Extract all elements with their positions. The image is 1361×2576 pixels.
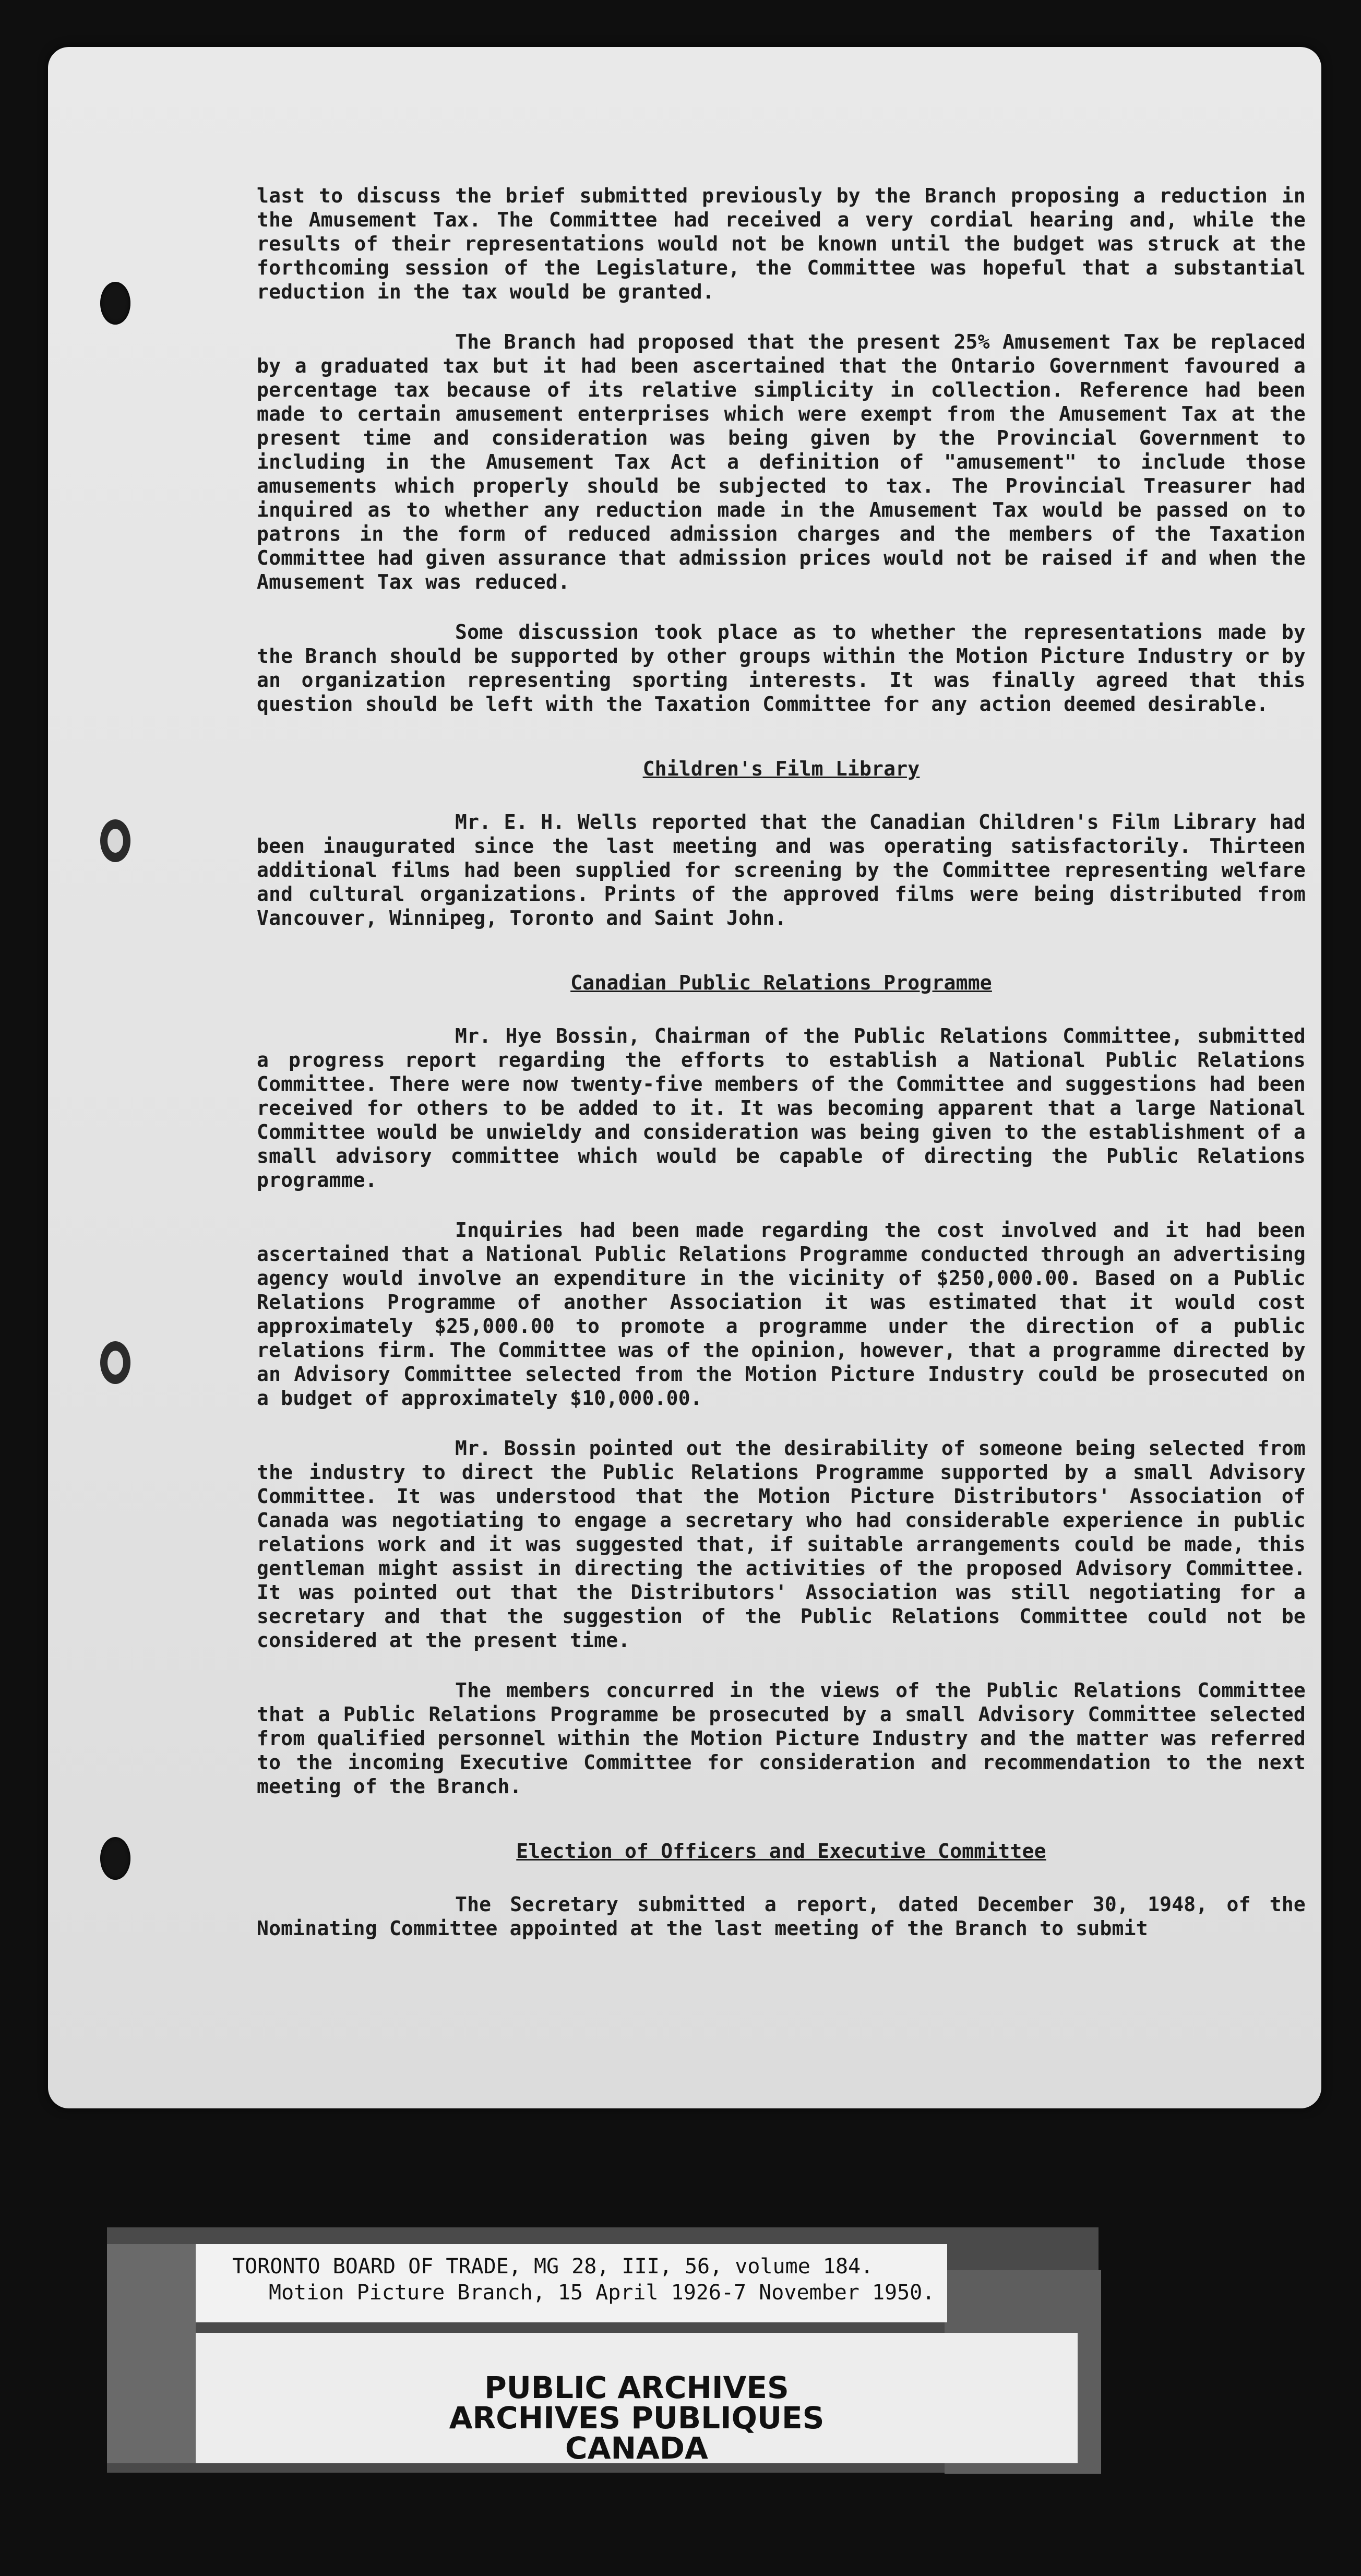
- archives-line: ARCHIVES PUBLIQUES: [449, 2400, 825, 2436]
- paragraph: The Branch had proposed that the present 25% Amusement Tax be replaced by a graduated tax but it had been ascertained that the Ontario Government favoured a percentage tax because of its relative simplicity in collection. Reference had been made to certain amusement enterprises which were exempt from the Amusement Tax at the present time and consideration was being given by the Provincial Government to including in the Amusement Tax Act a definition of "amusement" to include those amusements which properly should be subjected to tax. The Provincial Treasurer had inquired as to whether any reduction made in the Amusement Tax would be passed on to patrons in the form of reduced admission charges and the members of the Taxation Committee had given assurance that admission prices would not be raised if and when the Amusement Tax was reduced.: [257, 330, 1306, 593]
- reference-line: Motion Picture Branch, 15 April 1926-7 November 1950.: [269, 2281, 935, 2305]
- archives-line: PUBLIC ARCHIVES: [484, 2370, 789, 2405]
- reference-line: TORONTO BOARD OF TRADE, MG 28, III, 56, volume 184.: [232, 2255, 874, 2279]
- binder-hole-icon: [100, 1837, 130, 1880]
- archives-stamp: [196, 2333, 1078, 2466]
- paragraph: Some discussion took place as to whether the representations made by the Branch should be supported by other groups within the Motion Picture Industry or by an organization representing sporting interests. It was finally agreed that this question should be left with the Taxation Committee for any action deemed desirable.: [257, 621, 1306, 715]
- paragraph: last to discuss the brief submitted previously by the Branch proposing a reduction in the Amusement Tax. The Committee had received a very cordial hearing and, while the results of their representations would not be known until the budget was struck at the forthcoming session of the Legislature, the Committee was hopeful that a substantial reduction in the tax would be granted.: [257, 184, 1306, 303]
- section-heading: Election of Officers and Executive Committee: [516, 1840, 1046, 1863]
- document-body: [257, 184, 1306, 1966]
- paragraph: The members concurred in the views of the Public Relations Committee that a Public Relations Programme be prosecuted by a small Advisory Committee selected from qualified personnel within the Motion Picture Industry and the matter was referred to the incoming Executive Committee for consideration and recommendation to the next meeting of the Branch.: [257, 1679, 1306, 1798]
- paragraph: Inquiries had been made regarding the cost involved and it had been ascertained that a National Public Relations Programme conducted through an advertising agency would involve an expenditure in the vicinity of $250,000.00. Based on a Public Relations Programme of another Association it was estimated that it would cost approximately $25,000.00 to promote a programme under the direction of a public relations firm. The Committee was of the opinion, however, that a programme directed by an Advisory Committee selected from the Motion Picture Industry could be prosecuted on a budget of approximately $10,000.00.: [257, 1219, 1306, 1410]
- paragraph: Mr. Bossin pointed out the desirability of someone being selected from the industry to direct the Public Relations Programme supported by a small Advisory Committee. It was understood that the Motion Picture Distributors' Association of Canada was negotiating to engage a secretary who had considerable experience in public relations work and it was suggested that, if suitable arrangements could be made, this gentleman might assist in directing the activities of the proposed Advisory Committee. It was pointed out that the Distributors' Association was still negotiating for a secretary and that the suggestion of the Public Relations Committee could not be considered at the present time.: [257, 1437, 1306, 1652]
- binder-hole-icon: [100, 1341, 130, 1384]
- caption-shadow: [107, 2244, 196, 2463]
- paragraph: Mr. Hye Bossin, Chairman of the Public Relations Committee, submitted a progress report regarding the efforts to establish a National Public Relations Committee. There were now twenty-five members of the Committee and suggestions had been received for others to be added to it. It was becoming apparent that a large National Committee would be unwieldy and consideration was being given to the establishment of a small advisory committee which would be capable of directing the Public Relations programme.: [257, 1024, 1306, 1191]
- reference-label: [196, 2244, 947, 2322]
- paragraph: Mr. E. H. Wells reported that the Canadian Children's Film Library had been inaugurated since the last meeting and was operating satisfactorily. Thirteen additional films had been supplied for screening by the Committee representing welfare and cultural organizations. Prints of the approved films were being distributed from Vancouver, Winnipeg, Toronto and Saint John.: [257, 810, 1306, 929]
- archives-line: CANADA: [565, 2430, 708, 2466]
- section-heading: Canadian Public Relations Programme: [570, 971, 992, 994]
- binder-hole-icon: [100, 819, 130, 862]
- paragraph: The Secretary submitted a report, dated December 30, 1948, of the Nominating Committee appointed at the last meeting of the Branch to submit: [257, 1893, 1306, 1940]
- binder-hole-icon: [100, 282, 130, 325]
- section-heading: Children's Film Library: [642, 757, 920, 780]
